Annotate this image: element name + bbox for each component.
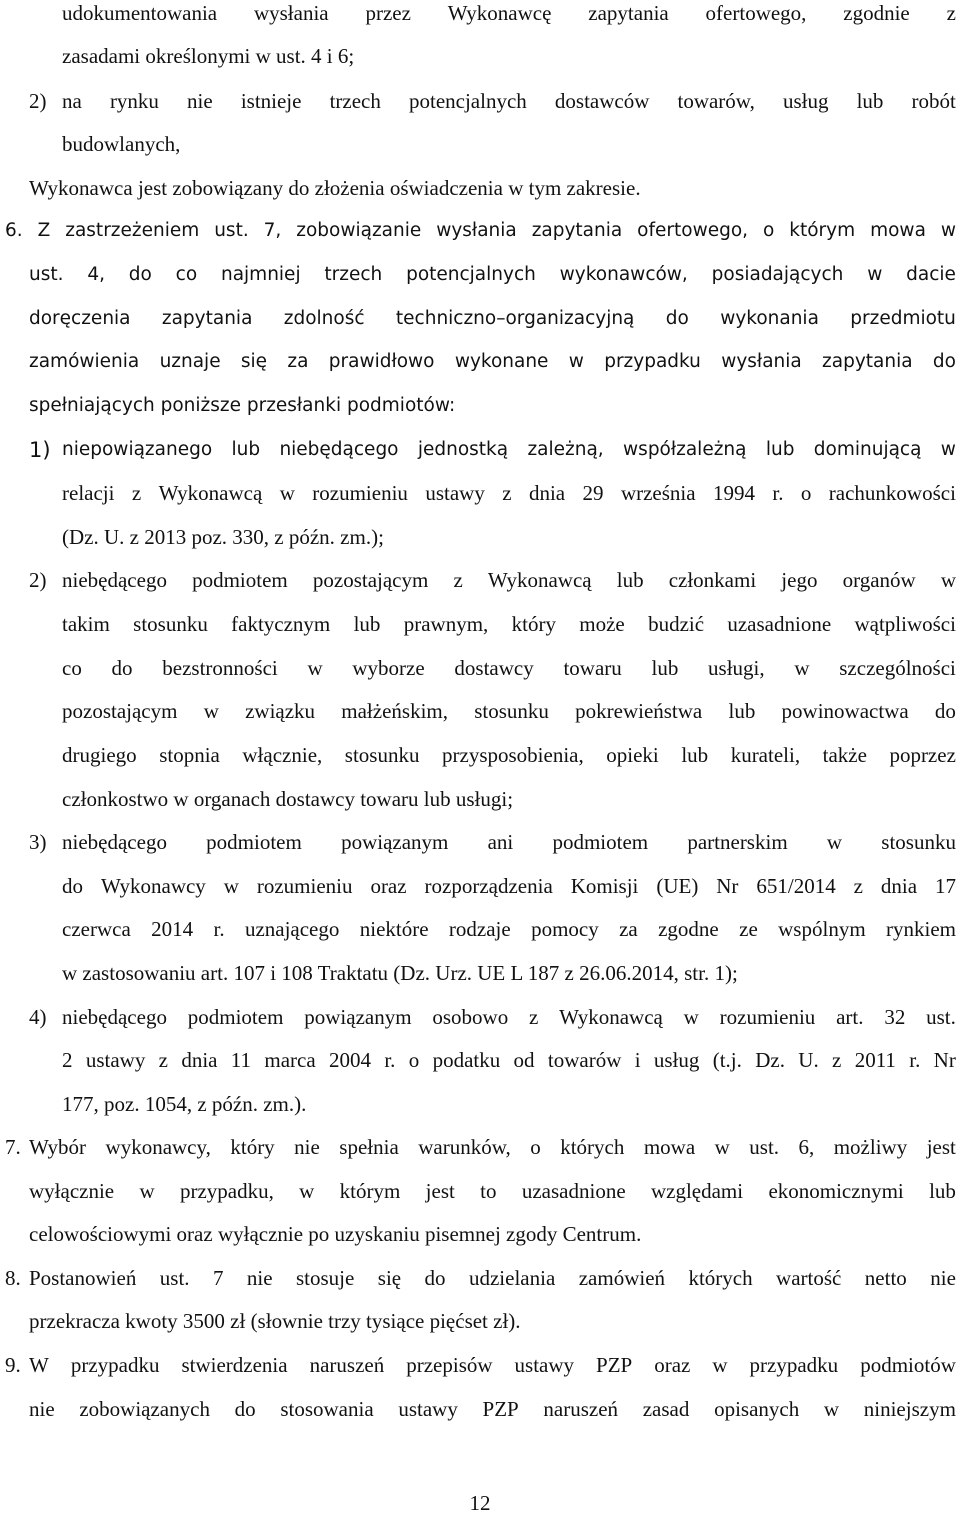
text-line: spełniających poniższe przesłanki podmiotów: xyxy=(29,395,456,416)
text-line: 2 ustawy z dnia 11 marca 2004 r. o podatku od towarów i usług (t.j. Dz. U. z 2011 r. Nr xyxy=(62,1048,956,1072)
text-line: co do bezstronności w wyborze dostawcy towaru lub usługi, w szczególności xyxy=(62,656,956,680)
text-line: członkostwo w organach dostawcy towaru lub usługi; xyxy=(62,787,514,811)
list-number: 2) xyxy=(29,89,47,113)
text-line: na rynku nie istnieje trzech potencjalnych dostawców towarów, usług lub robót xyxy=(62,89,956,113)
text-line: doręczenia zapytania zdolność techniczno–organizacyjną do wykonania przedmiotu xyxy=(29,308,956,329)
text-line: niebędącego podmiotem powiązanym ani podmiotem partnerskim w stosunku xyxy=(62,830,956,854)
text-line: pozostającym w związku małżeńskim, stosunku pokrewieństwa lub powinowactwa do xyxy=(62,699,956,723)
list-number: 4) xyxy=(29,1005,47,1029)
text-line: zamówienia uznaje się za prawidłowo wykonane w przypadku wysłania zapytania do xyxy=(29,351,956,372)
text-line: niebędącego podmiotem pozostającym z Wykonawcą lub członkami jego organów w xyxy=(62,568,956,592)
text-line: nie zobowiązanych do stosowania ustawy PZP naruszeń zasad opisanych w niniejszym xyxy=(29,1397,956,1421)
text-line: do Wykonawcy w rozumieniu oraz rozporządzenia Komisji (UE) Nr 651/2014 z dnia 17 xyxy=(62,874,956,898)
text-line: W przypadku stwierdzenia naruszeń przepisów ustawy PZP oraz w przypadku podmiotów xyxy=(29,1353,956,1377)
text-line: 6. Z zastrzeżeniem ust. 7, zobowiązanie wysłania zapytania ofertowego, o którym mowa w xyxy=(5,220,956,241)
text-line: Wykonawca jest zobowiązany do złożenia oświadczenia w tym zakresie. xyxy=(29,176,641,200)
list-number: 2) xyxy=(29,568,47,592)
text-line: Wybór wykonawcy, który nie spełnia warunków, o których mowa w ust. 6, możliwy jest xyxy=(29,1135,956,1159)
section-number: 8. xyxy=(5,1266,21,1290)
list-number: 1) xyxy=(29,438,51,462)
text-line: drugiego stopnia włącznie, stosunku przysposobienia, opieki lub kurateli, także poprzez xyxy=(62,743,956,767)
text-line: budowlanych, xyxy=(62,132,181,156)
text-line: Postanowień ust. 7 nie stosuje się do udzielania zamówień których wartość netto nie xyxy=(29,1266,956,1290)
list-number: 3) xyxy=(29,830,47,854)
text-line: zasadami określonymi w ust. 4 i 6; xyxy=(62,44,355,68)
text-line: celowościowymi oraz wyłącznie po uzyskaniu pisemnej zgody Centrum. xyxy=(29,1222,642,1246)
text-line: takim stosunku faktycznym lub prawnym, który może budzić uzasadnione wątpliwości xyxy=(62,612,956,636)
section-number: 9. xyxy=(5,1353,21,1377)
text-line: udokumentowania wysłania przez Wykonawcę zapytania ofertowego, zgodnie z xyxy=(62,1,956,25)
text-line: czerwca 2014 r. uznającego niektóre rodzaje pomocy za zgodne ze wspólnym rynkiem xyxy=(62,917,956,941)
text-line: przekracza kwoty 3500 zł (słownie trzy tysiące pięćset zł). xyxy=(29,1309,521,1333)
text-line: relacji z Wykonawcą w rozumieniu ustawy z dnia 29 września 1994 r. o rachunkowości xyxy=(62,481,956,505)
text-line: (Dz. U. z 2013 poz. 330, z późn. zm.); xyxy=(62,525,384,549)
text-line: 177, poz. 1054, z późn. zm.). xyxy=(62,1092,307,1116)
page-number: 12 xyxy=(469,1491,491,1515)
text-line: ust. 4, do co najmniej trzech potencjalnych wykonawców, posiadających w dacie xyxy=(29,264,956,285)
section-number: 7. xyxy=(5,1135,21,1159)
text-line: niepowiązanego lub niebędącego jednostką zależną, współzależną lub dominującą w xyxy=(62,439,956,460)
text-line: w zastosowaniu art. 107 i 108 Traktatu (Dz. Urz. UE L 187 z 26.06.2014, str. 1); xyxy=(62,961,738,985)
text-line: niebędącego podmiotem powiązanym osobowo z Wykonawcą w rozumieniu art. 32 ust. xyxy=(62,1005,956,1029)
text-line: wyłącznie w przypadku, w którym jest to uzasadnione względami ekonomicznymi lub xyxy=(29,1179,956,1203)
